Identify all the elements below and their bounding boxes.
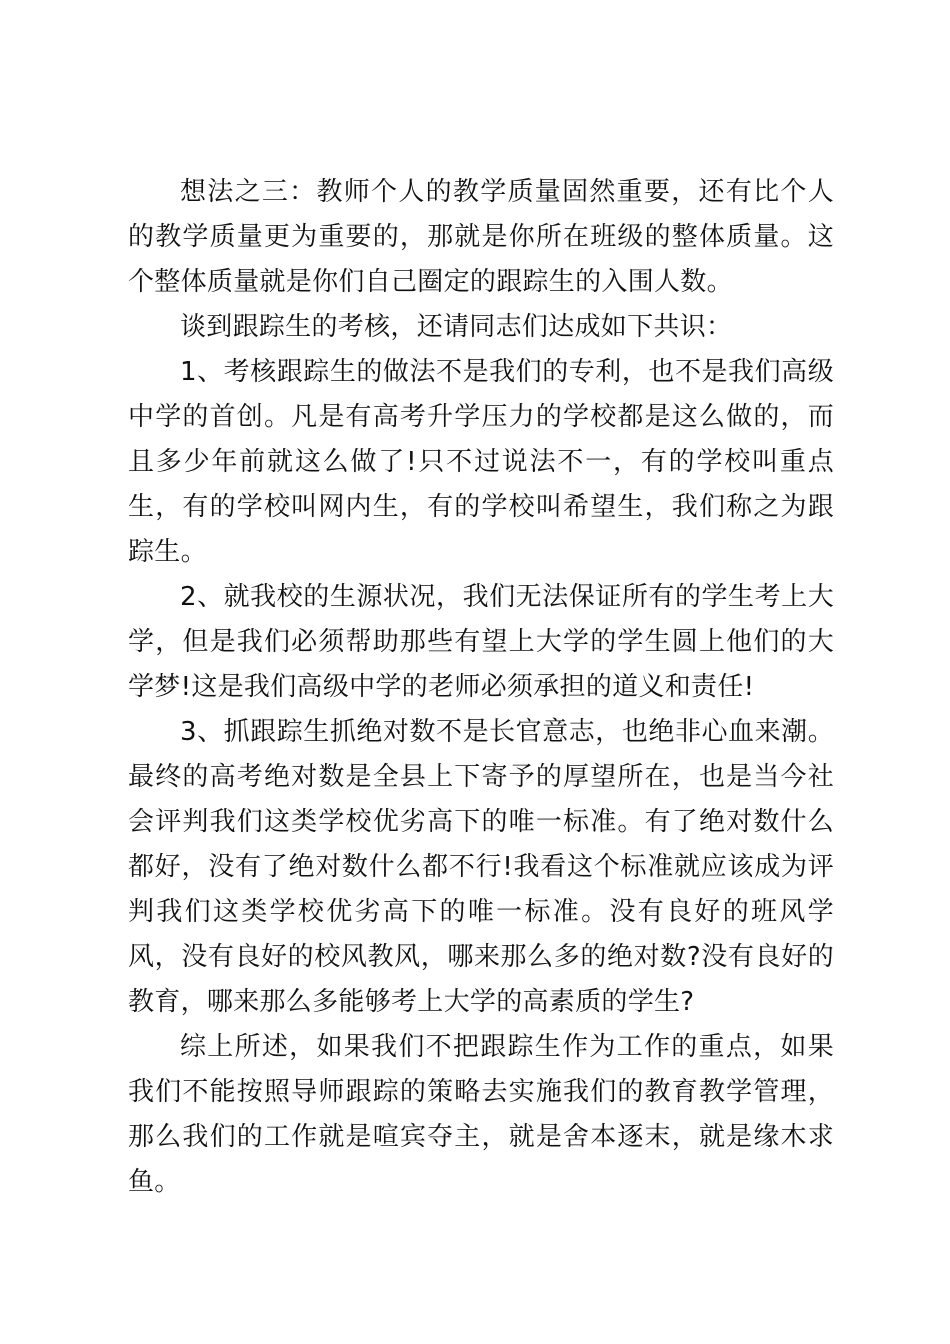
paragraph-conclusion: 综上所述，如果我们不把跟踪生作为工作的重点，如果我们不能按照导师跟踪的策略去实施我们的教育教学管理，那么我们的工作就是喧宾夺主，就是舍本逐末，就是缘木求鱼。	[128, 1032, 834, 1197]
paragraph-consensus-intro: 谈到跟踪生的考核，还请同志们达成如下共识：	[180, 312, 733, 342]
paragraph-point-1: 1、考核跟踪生的做法不是我们的专利，也不是我们高级中学的首创。凡是有高考升学压力的学校都是这么做的，而且多少年前就这么做了!只不过说法不一，有的学校叫重点生，有的学校叫网内生，有的学校叫希望生，我们称之为跟踪生。	[128, 357, 834, 567]
document-body	[128, 170, 834, 1205]
paragraph-point-2: 2、就我校的生源状况，我们无法保证所有的学生考上大学，但是我们必须帮助那些有望上大学的学生圆上他们的大学梦!这是我们高级中学的老师必须承担的道义和责任!	[128, 582, 834, 702]
paragraph-idea-three: 想法之三：教师个人的教学质量固然重要，还有比个人的教学质量更为重要的，那就是你所在班级的整体质量。这个整体质量就是你们自己圈定的跟踪生的入围人数。	[128, 177, 834, 297]
paragraph-point-3: 3、抓跟踪生抓绝对数不是长官意志，也绝非心血来潮。最终的高考绝对数是全县上下寄予的厚望所在，也是当今社会评判我们这类学校优劣高下的唯一标准。有了绝对数什么都好，没有了绝对数什么都不行!我看这个标准就应该成为评判我们这类学校优劣高下的唯一标准。没有良好的班风学风，没有良好的校风教风，哪来那么多的绝对数?没有良好的教育，哪来那么多能够考上大学的高素质的学生?	[128, 717, 834, 1017]
